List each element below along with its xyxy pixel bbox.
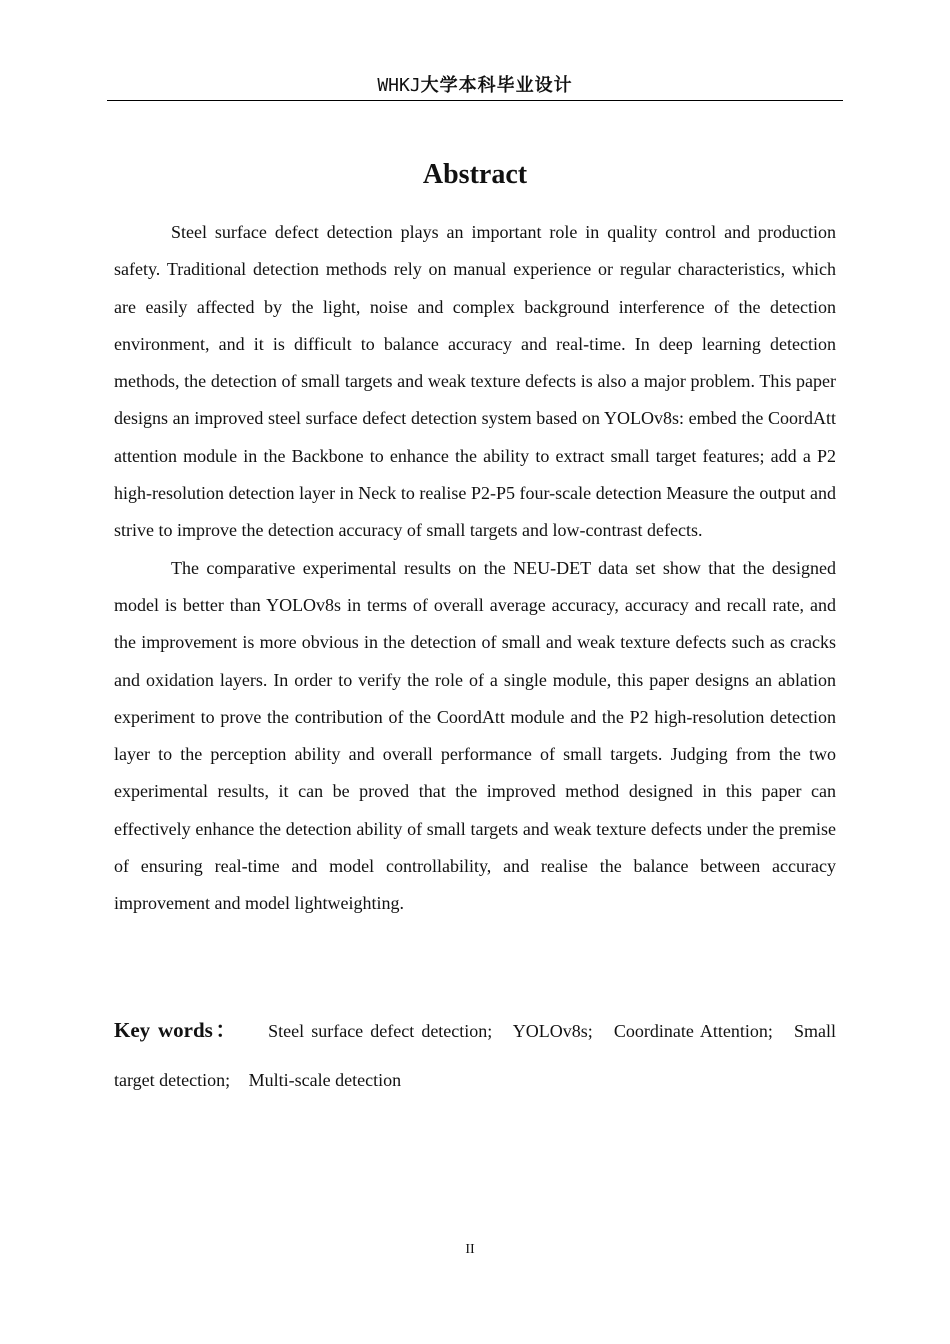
- keywords-label: Key words：: [114, 1018, 240, 1042]
- abstract-body: [114, 214, 836, 923]
- header-latin: WHKJ: [377, 75, 421, 96]
- abstract-paragraph-2: The comparative experimental results on the NEU-DET data set show that the designed model is better than YOLOv8s in terms of overall average accuracy, accuracy and recall rate, and the improvement is more obvious in the detection of small and weak texture defects such as cracks and oxidation layers. In order to verify the role of a single module, this paper designs an ablation experiment to prove the contribution of the CoordAtt module and the P2 high-resolution detection layer to the perception ability and overall performance of small targets. Judging from the two experimental results, it can be proved that the improved method designed in this paper can effectively enhance the detection ability of small targets and weak texture defects under the premise of ensuring real-time and model controllability, and realise the balance between accuracy improvement and model lightweighting.: [114, 557, 836, 914]
- keyword-item: Steel surface defect detection;: [268, 1021, 493, 1041]
- keyword-item: YOLOv8s;: [512, 1021, 593, 1041]
- keyword-item: Coordinate Attention;: [613, 1021, 773, 1041]
- running-header: [107, 72, 843, 100]
- keyword-item: Multi-scale detection: [248, 1070, 402, 1090]
- abstract-title: Abstract: [422, 159, 528, 190]
- keywords: [114, 1006, 836, 1105]
- header-cjk: 大学本科毕业设计: [420, 75, 573, 96]
- abstract-paragraph-1: Steel surface defect detection plays an important role in quality control and production safety. Traditional detection methods rely on manual experience or regular characteristics, which are easily affected by the light, noise and complex background interference of the detection environment, and it is difficult to balance accuracy and real-time. In deep learning detection methods, the detection of small targets and weak texture defects is also a major problem. This paper designs an improved steel surface defect detection system based on YOLOv8s: embed the CoordAtt attention module in the Backbone to enhance the ability to extract small target features; add a P2 high-resolution detection layer in Neck to realise P2-P5 four-scale detection Measure the output and strive to improve the detection accuracy of small targets and low-contrast defects.: [114, 222, 836, 541]
- page-number: II: [465, 1242, 475, 1257]
- header-rule: [107, 100, 843, 101]
- keyword-item: Small target detection;: [114, 1021, 837, 1090]
